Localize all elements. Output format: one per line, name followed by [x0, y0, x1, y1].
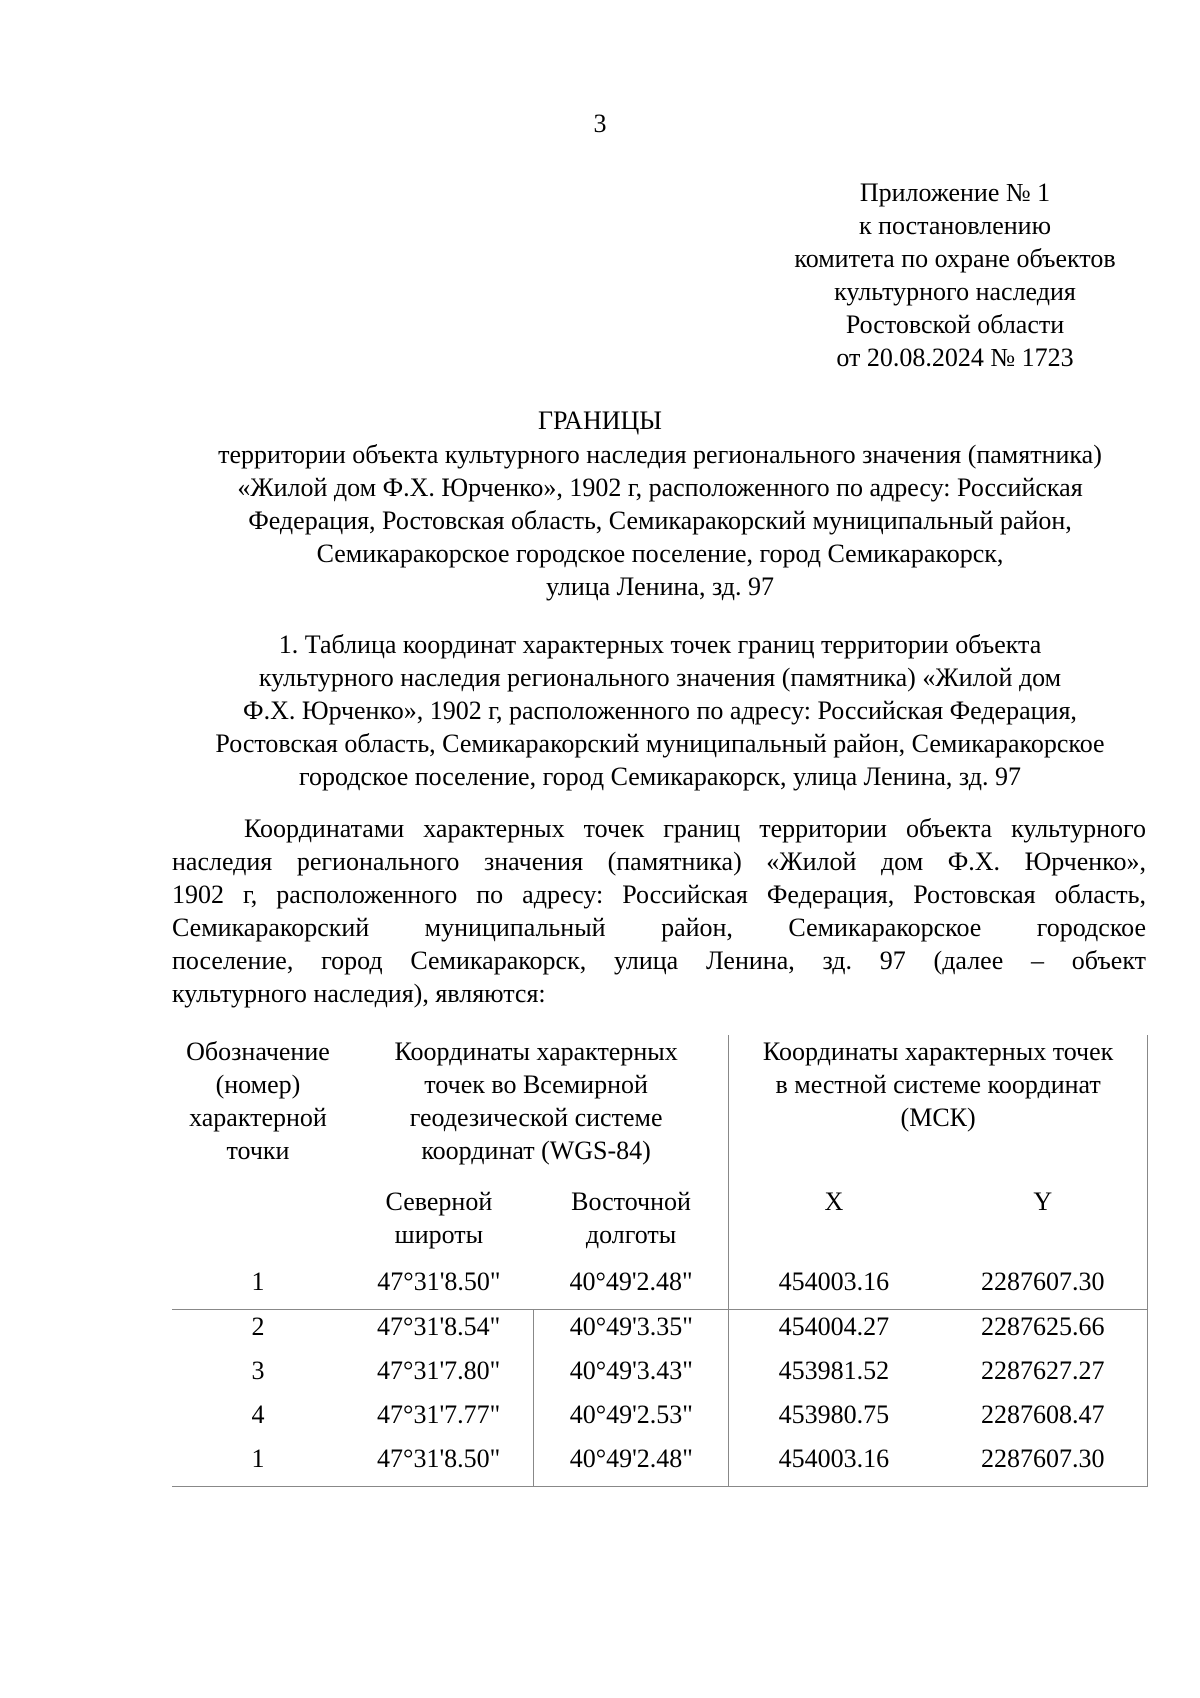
- section-line: Ростовская область, Семикаракорский муниципальный район, Семикаракорское: [215, 729, 1105, 758]
- subtitle-line: территории объекта культурного наследия регионального значения (памятника): [218, 440, 1102, 469]
- cell-point: 1: [172, 1265, 344, 1310]
- coordinates-table: [172, 1035, 1148, 1487]
- header-line: (МСК): [900, 1103, 976, 1132]
- paragraph-line: 1902 г, расположенного по адресу: Российская Федерация, Ростовская область,: [172, 880, 1146, 909]
- section-heading: [170, 628, 1150, 793]
- section-line: 1. Таблица координат характерных точек границ территории объекта: [278, 630, 1042, 659]
- subheader-north: [344, 1185, 534, 1265]
- paragraph-line: Координатами характерных точек границ территории объекта культурного: [244, 814, 1146, 843]
- header-point: [172, 1035, 344, 1185]
- header-line: Координаты характерных точек: [762, 1037, 1114, 1066]
- cell-north: 47°31'8.54": [377, 1312, 501, 1341]
- cell-north: 47°31'8.50": [344, 1442, 534, 1487]
- table-row: [172, 1354, 1148, 1398]
- header-msk: [729, 1035, 1148, 1185]
- header-wgs: [344, 1035, 729, 1185]
- document-subtitle: [170, 438, 1150, 603]
- cell-point: 1: [172, 1442, 344, 1487]
- document-title: ГРАНИЦЫ: [538, 406, 662, 435]
- header-line: Координаты характерных: [394, 1037, 678, 1066]
- subtitle-line: Семикаракорское городское поселение, город Семикаракорск,: [316, 539, 1004, 568]
- subheader-line: широты: [394, 1220, 484, 1249]
- cell-point: 2: [251, 1312, 265, 1341]
- header-line: (номер): [215, 1070, 301, 1099]
- appendix-line: Приложение № 1: [859, 178, 1051, 207]
- cell-x: 453980.75: [729, 1398, 939, 1442]
- paragraph-line: Семикаракорский муниципальный район, Семикаракорское городское: [172, 913, 1146, 942]
- appendix-line: комитета по охране объектов: [794, 244, 1116, 273]
- subheader-line: Северной: [385, 1187, 493, 1216]
- page-number: 3: [593, 109, 607, 138]
- cell-east: 40°49'3.43": [534, 1354, 729, 1398]
- cell-y: 2287627.27: [939, 1354, 1148, 1398]
- header-line: точек во Всемирной: [424, 1070, 648, 1099]
- table-row: [172, 1310, 1148, 1355]
- cell-x: 454003.16: [729, 1265, 939, 1310]
- table-header-row: [172, 1035, 1148, 1185]
- cell-x: 453981.52: [729, 1354, 939, 1398]
- subheader-x: X: [729, 1185, 939, 1265]
- cell-east: 40°49'3.35": [534, 1310, 729, 1355]
- body-paragraph: [172, 812, 1146, 1010]
- cell-east: 40°49'2.53": [534, 1398, 729, 1442]
- appendix-line: к постановлению: [858, 211, 1052, 240]
- subtitle-line: Федерация, Ростовская область, Семикаракорский муниципальный район,: [248, 506, 1072, 535]
- appendix-block: [760, 176, 1150, 374]
- cell-east: 40°49'2.48": [534, 1265, 729, 1310]
- paragraph-line: наследия регионального значения (памятника) «Жилой дом Ф.Х. Юрченко»,: [172, 847, 1146, 876]
- subtitle-line: «Жилой дом Ф.Х. Юрченко», 1902 г, расположенного по адресу: Российская: [237, 473, 1083, 502]
- section-line: культурного наследия регионального значения (памятника) «Жилой дом: [258, 663, 1062, 692]
- header-line: геодезической системе: [409, 1103, 663, 1132]
- cell-x: 454004.27: [729, 1310, 939, 1355]
- paragraph-line: культурного наследия), являются:: [172, 979, 546, 1008]
- header-line: Обозначение: [186, 1037, 330, 1066]
- header-line: координат (WGS-84): [421, 1136, 651, 1165]
- cell-x: 454003.16: [729, 1442, 939, 1487]
- section-line: городское поселение, город Семикаракорск, улица Ленина, зд. 97: [299, 762, 1021, 791]
- cell-north: 47°31'7.77": [377, 1400, 501, 1429]
- cell-y: 2287608.47: [939, 1398, 1148, 1442]
- paragraph-line: поселение, город Семикаракорск, улица Ленина, зд. 97 (далее – объект: [172, 946, 1146, 975]
- subheader-line: Восточной: [571, 1187, 691, 1216]
- table-subheader-row: [172, 1185, 1148, 1265]
- appendix-line: культурного наследия: [834, 277, 1076, 306]
- appendix-line: Ростовской области: [845, 310, 1065, 339]
- table-row: [172, 1442, 1148, 1487]
- cell-y: 2287625.66: [939, 1310, 1148, 1355]
- header-line: в местной системе координат: [775, 1070, 1101, 1099]
- subheader-line: долготы: [585, 1220, 677, 1249]
- subheader-y: Y: [939, 1185, 1148, 1265]
- header-line: характерной: [189, 1103, 327, 1132]
- subtitle-line: улица Ленина, зд. 97: [545, 572, 774, 601]
- cell-y: 2287607.30: [939, 1265, 1148, 1310]
- subheader-empty: [172, 1185, 344, 1265]
- section-line: Ф.Х. Юрченко», 1902 г, расположенного по адресу: Российская Федерация,: [243, 696, 1077, 725]
- subheader-east: [534, 1185, 729, 1265]
- cell-north: 47°31'8.50": [344, 1265, 534, 1310]
- table-row: [172, 1265, 1148, 1310]
- cell-east: 40°49'2.48": [534, 1442, 729, 1487]
- header-line: точки: [226, 1136, 290, 1165]
- cell-point: 4: [251, 1400, 265, 1429]
- cell-point: 3: [251, 1356, 265, 1385]
- appendix-line: от 20.08.2024 № 1723: [836, 343, 1074, 372]
- cell-y: 2287607.30: [939, 1442, 1148, 1487]
- cell-north: 47°31'7.80": [377, 1356, 501, 1385]
- table-row: [172, 1398, 1148, 1442]
